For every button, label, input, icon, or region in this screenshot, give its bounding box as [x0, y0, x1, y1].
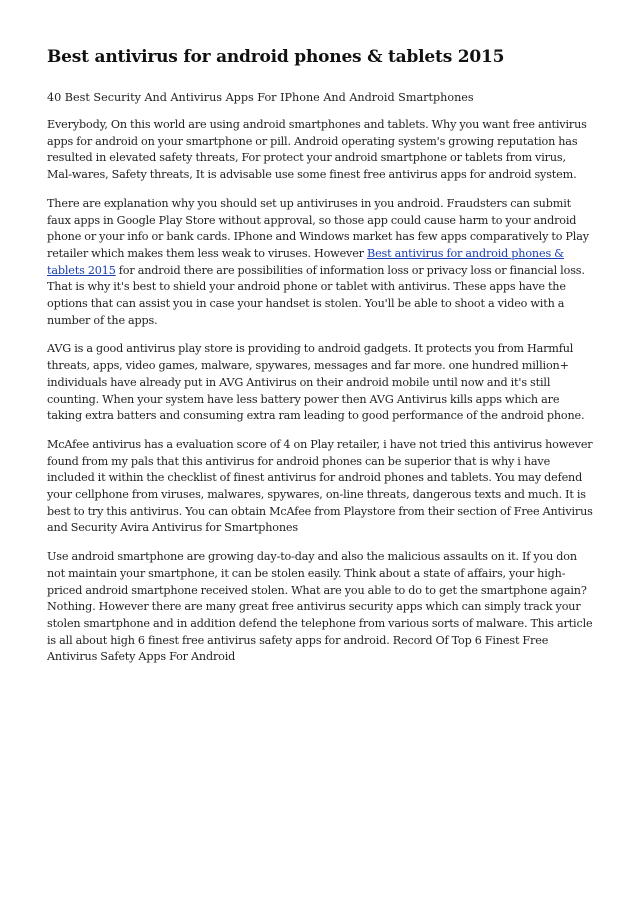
page-title: Best antivirus for android phones & tablets 2015 [47, 47, 505, 67]
paragraph-reasons [47, 196, 593, 330]
paragraph-avg: AVG is a good antivirus play store is providing to android gadgets. It protects you from Harmful threats, apps, video games, malware, spywares, messages and far more. one hundred million+ individuals have already put in AVG Antivirus on their android mobile until now and it's still counting. When your system have less battery power then AVG Antivirus kills apps which are taking extra batters and consuming extra ram leading to good performance of the android phone. [47, 342, 585, 423]
paragraph-reasons-text-before: There are explanation why you should set up antiviruses in you android. Fraudsters can submit faux apps in Google Play Store without approval, so those app could cause harm to your android phone or your info or bank cards. IPhone and Windows market has few apps comparatively to Play retailer which makes them less weak to viruses. However [47, 196, 589, 260]
subtitle: 40 Best Security And Antivirus Apps For IPhone And Android Smartphones [47, 91, 474, 104]
paragraph-reasons-text-after: for android there are possibilities of information loss or privacy loss or financial loss. That is why it's best to shield your android phone or tablet with antivirus. These apps have the options that can assist you in case your handset is stolen. You'll be able to shoot a video with a number of the apps. [47, 263, 585, 327]
paragraph-mcafee: McAfee antivirus has a evaluation score of 4 on Play retailer, i have not tried this antivirus however found from my pals that this antivirus for android phones can be superior that is why i have included it within the checklist of finest antivirus for android phones and tablets. You may defend your cellphone from viruses, malwares, spywares, on-line threats, dangerous texts and much. It is best to try this antivirus. You can obtain McAfee from Playstore from their section of Free Antivirus and Security Avira Antivirus for Smartphones [47, 437, 593, 535]
article-link[interactable]: Best antivirus for android phones & tablets 2015 [47, 246, 564, 277]
document-page [47, 46, 593, 678]
paragraph-theft: Use android smartphone are growing day-to-day and also the malicious assaults on it. If you don not maintain your smartphone, it can be stolen easily. Think about a state of affairs, your high-priced android smartphone received stolen. What are you able to do to get the smartphone again? Nothing. However there are many great free antivirus security apps which can simply track your stolen smartphone and in addition defend the telephone from various sorts of malware. This article is all about high 6 finest free antivirus safety apps for android. Record Of Top 6 Finest Free Antivirus Safety Apps For Android [47, 550, 593, 664]
paragraph-intro: Everybody, On this world are using android smartphones and tablets. Why you want free antivirus apps for android on your smartphone or pill. Android operating system's growing reputation has resulted in elevated safety threats, For protect your android smartphone or tablets from virus, Mal-wares, Safety threats, It is advisable use some finest free antivirus apps for android system. [47, 118, 587, 182]
